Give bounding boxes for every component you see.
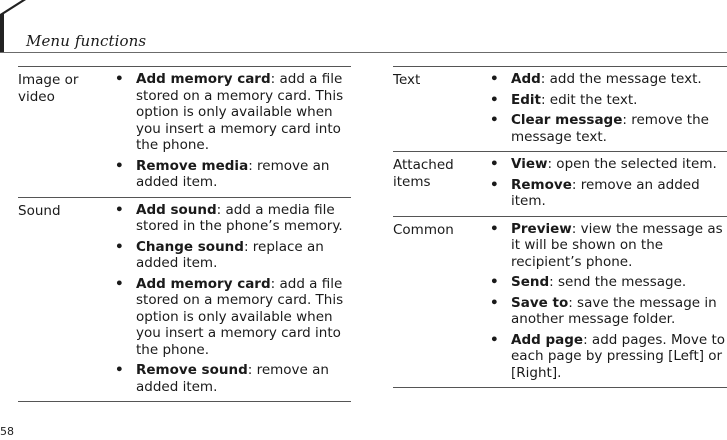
bullet-icon: • <box>490 274 499 290</box>
list-item <box>115 239 351 272</box>
bullet-icon: • <box>490 112 499 128</box>
left-options-table <box>18 66 351 402</box>
row-label: Image or video <box>18 72 79 105</box>
row-label: Attached items <box>393 157 454 190</box>
row-label: Sound <box>18 202 61 219</box>
option-term: Remove media <box>136 157 249 174</box>
table-row <box>393 152 727 217</box>
option-term: Send <box>511 274 550 290</box>
option-desc: : remove the message text. <box>511 112 709 145</box>
option-desc: : edit the text. <box>540 91 638 108</box>
list-item <box>115 158 351 191</box>
list-item <box>490 274 727 291</box>
list-item <box>115 202 351 235</box>
list-item <box>490 92 727 109</box>
row-label: Text <box>393 72 421 88</box>
bullet-icon: • <box>490 220 499 237</box>
option-desc: : replace an added item. <box>136 238 324 271</box>
row-items <box>490 217 727 388</box>
bullet-icon: • <box>490 156 499 172</box>
bullet-icon: • <box>115 362 124 378</box>
right-options-table <box>393 66 727 388</box>
option-desc: : add the message text. <box>540 71 702 87</box>
option-term: Change sound <box>136 238 244 255</box>
header-rule <box>0 52 727 53</box>
row-items <box>115 198 351 402</box>
bullet-icon: • <box>115 157 124 174</box>
bullet-icon: • <box>490 71 499 87</box>
option-term: Preview <box>511 220 572 237</box>
list-item <box>115 71 351 154</box>
list-item <box>490 295 727 328</box>
bullet-icon: • <box>490 294 499 311</box>
list-item <box>490 156 727 173</box>
option-desc: : open the selected item. <box>547 156 717 172</box>
bullet-icon: • <box>490 91 499 108</box>
option-desc: : remove an added item. <box>136 362 329 395</box>
table-row <box>393 217 727 389</box>
option-desc: : add a media file stored in the phone’s memory. <box>136 201 343 234</box>
option-term: Add <box>511 71 541 87</box>
option-term: Add sound <box>136 201 217 218</box>
bullet-icon: • <box>490 176 499 193</box>
list-item <box>490 177 727 210</box>
list-item <box>115 362 351 395</box>
option-desc: : add a file stored on a memory card. This option is only available when you insert a memory card into the phone. <box>136 275 344 358</box>
list-item <box>490 221 727 271</box>
option-term: Add page <box>511 331 584 348</box>
row-items <box>490 67 727 151</box>
bullet-icon: • <box>490 331 499 348</box>
header-accent-bar <box>0 0 26 52</box>
list-item <box>490 71 727 88</box>
row-items <box>490 152 727 216</box>
table-row <box>18 66 351 198</box>
option-term: View <box>511 156 548 172</box>
option-desc: : view the message as it will be shown on the recipient’s phone. <box>511 220 723 270</box>
option-term: Save to <box>511 294 569 311</box>
bullet-icon: • <box>115 71 124 87</box>
page-header-title: Menu functions <box>26 32 147 50</box>
option-desc: : remove an added item. <box>136 157 330 190</box>
option-desc: : add pages. Move to each page by pressing [Left] or [Right]. <box>511 331 725 381</box>
list-item <box>490 112 727 145</box>
option-term: Add memory card <box>136 71 271 87</box>
option-desc: : remove an added item. <box>511 176 700 209</box>
bullet-icon: • <box>115 275 124 292</box>
list-item <box>490 332 727 382</box>
table-row <box>393 66 727 152</box>
option-term: Add memory card <box>136 275 271 292</box>
page-number: 58 <box>0 425 14 438</box>
row-label: Common <box>393 221 454 238</box>
option-desc: : save the message in another message folder. <box>511 294 717 327</box>
option-desc: : send the message. <box>549 274 687 290</box>
option-term: Edit <box>511 91 541 108</box>
option-term: Remove sound <box>136 362 248 378</box>
option-desc: : add a file stored on a memory card. This option is only available when you insert a memory card into the phone. <box>136 71 344 153</box>
option-term: Clear message <box>511 112 623 128</box>
bullet-icon: • <box>115 201 124 218</box>
bullet-icon: • <box>115 238 124 255</box>
row-items <box>115 67 351 197</box>
option-term: Remove <box>511 176 572 193</box>
table-row <box>18 198 351 403</box>
list-item <box>115 276 351 359</box>
